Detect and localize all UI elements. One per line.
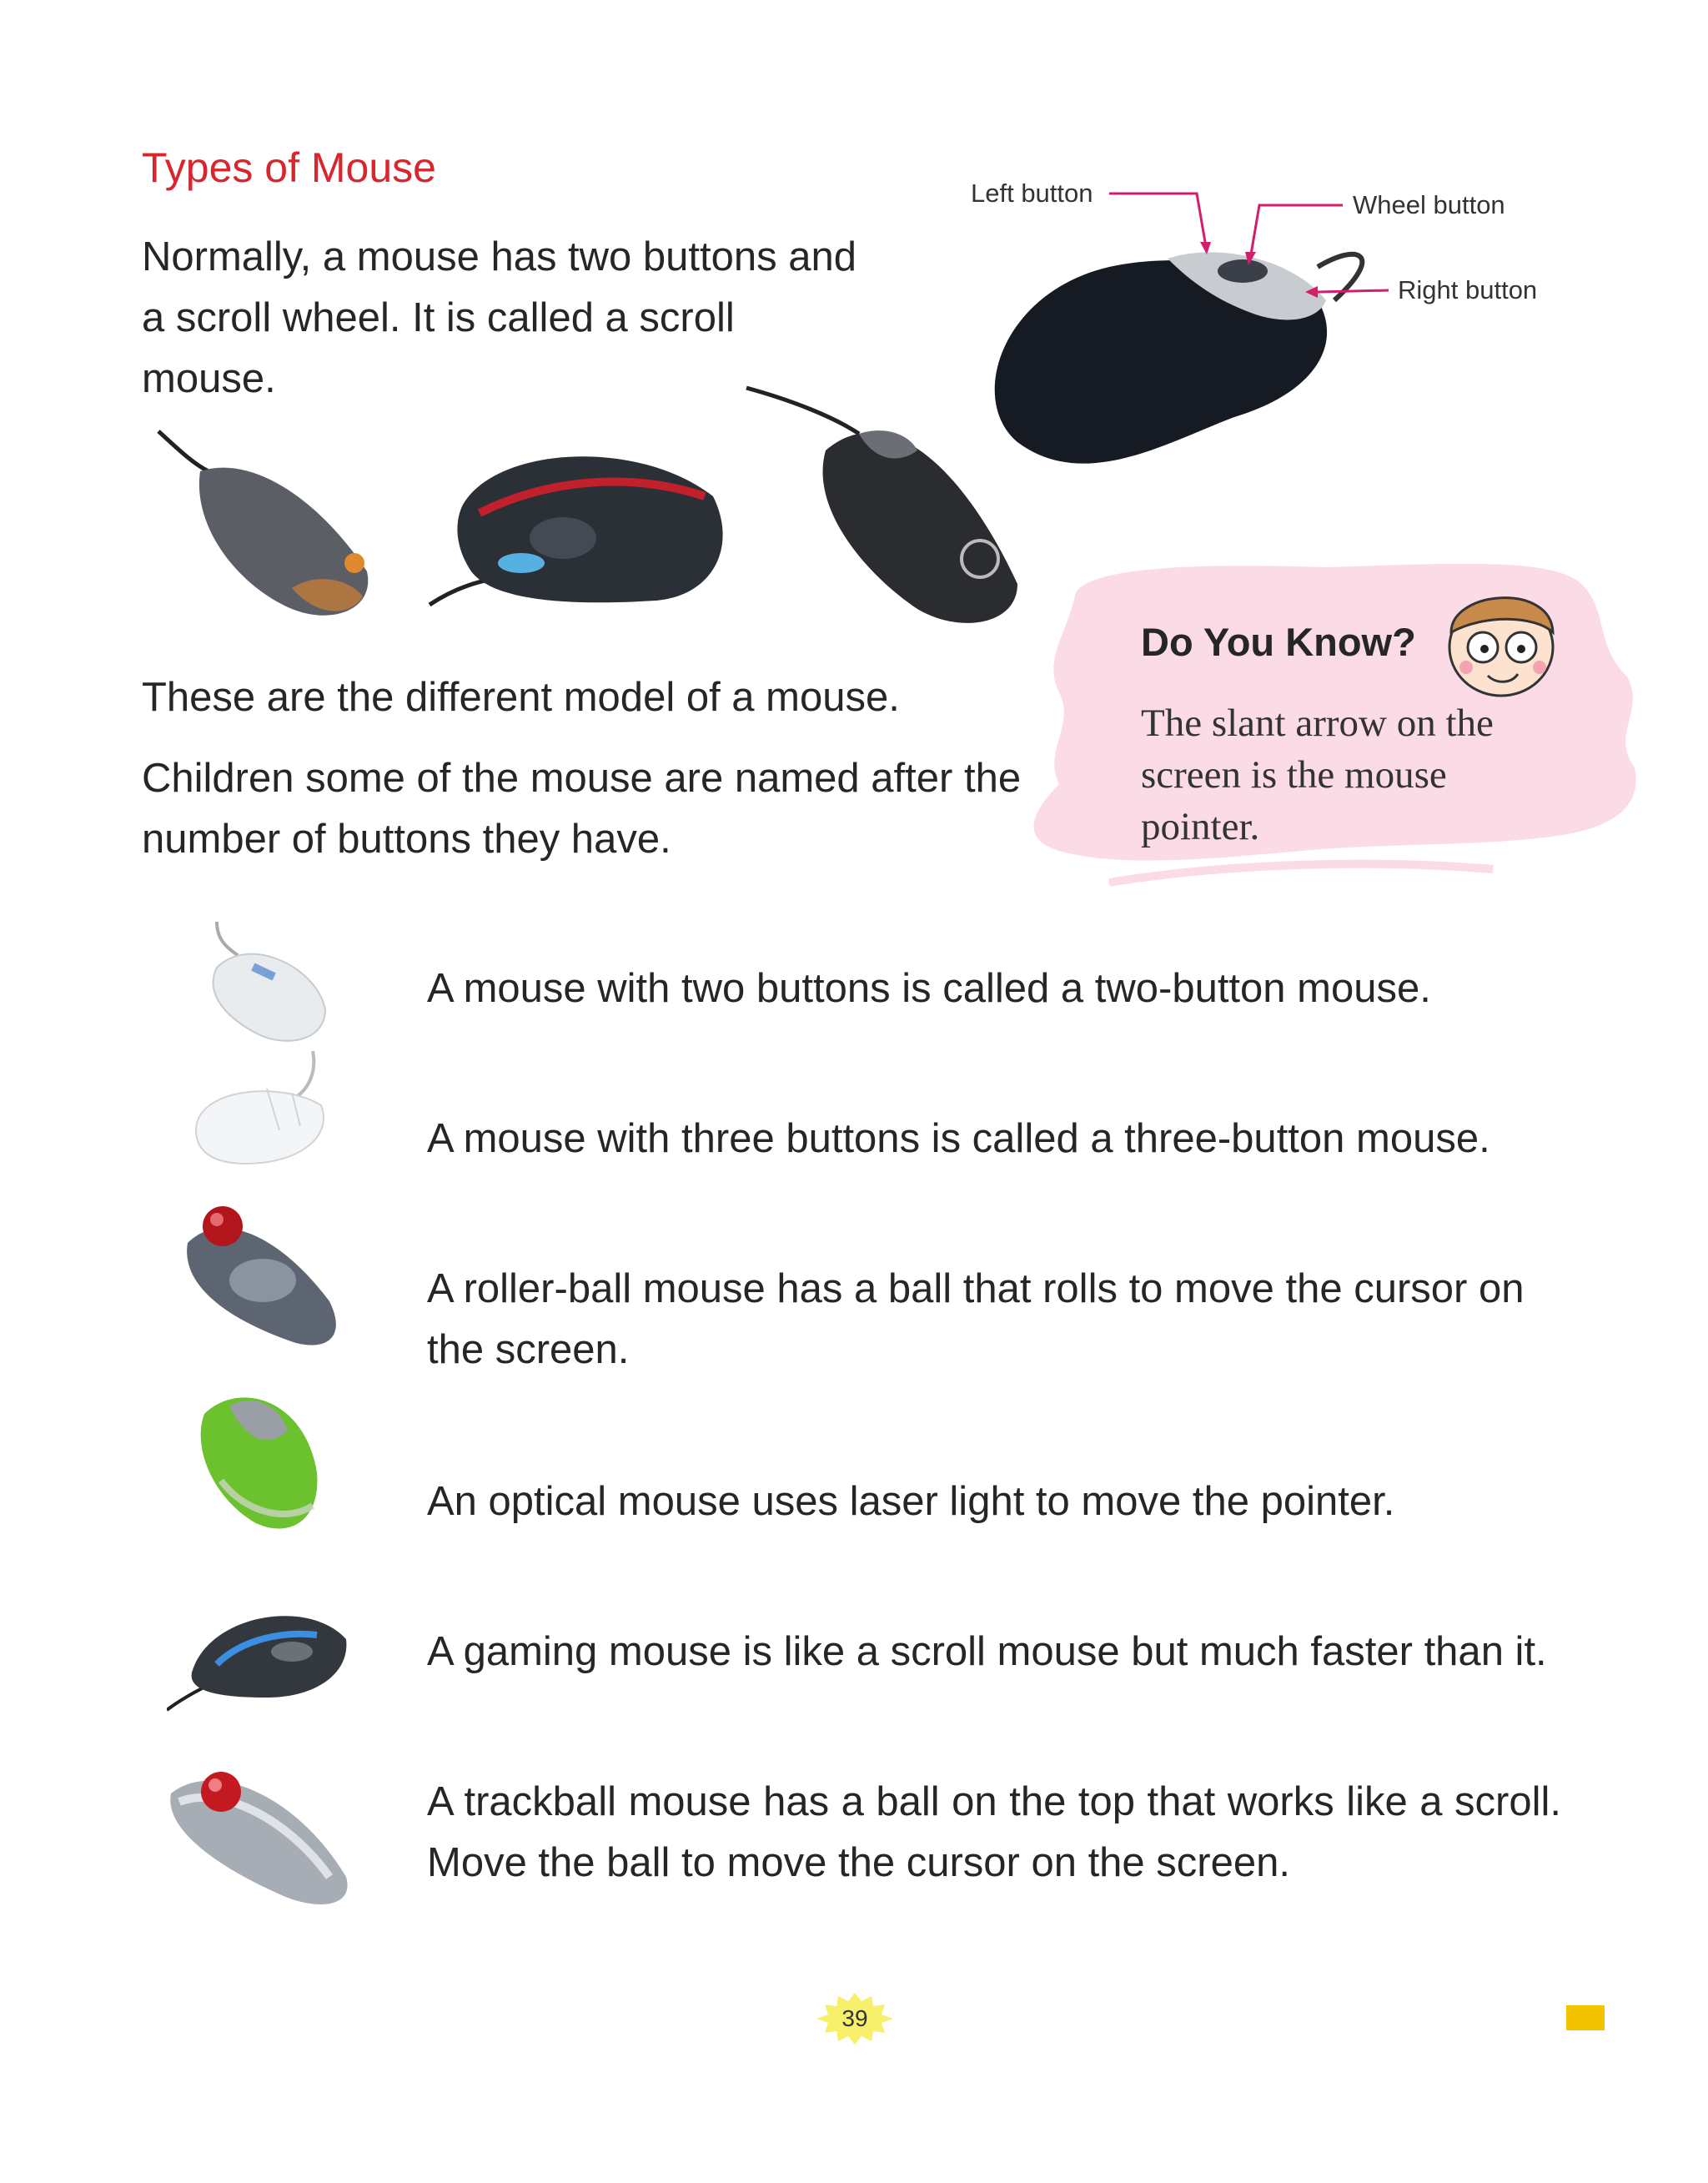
right-button-label: Right button: [1398, 275, 1538, 304]
trackball-mouse-image: [163, 1760, 354, 1910]
trackball-mouse-icon: [163, 1760, 354, 1910]
left-button-label: Left button: [971, 179, 1093, 208]
intro-paragraph: Normally, a mouse has two buttons and a scroll wheel. It is called a scroll mouse.: [142, 234, 857, 401]
gaming-mouse-icon: [167, 1589, 350, 1714]
wheel-button-label: Wheel button: [1353, 190, 1505, 219]
scroll-mouse-icon: [967, 175, 1568, 509]
list-item-optical: An optical mouse uses laser light to move the pointer.: [427, 1479, 1395, 1524]
list-item-trackball: A trackball mouse has a ball on the top that works like a scroll. Move the ball to move the cursor on the screen.: [427, 1779, 1561, 1885]
page-number: 39: [841, 2005, 868, 2031]
grey-mouse-icon: [150, 421, 384, 630]
children-paragraph: Children some of the mouse are named after the number of buttons they have.: [142, 756, 1022, 862]
boy-face-icon: [1434, 574, 1568, 707]
section-title: Types of Mouse: [142, 144, 436, 191]
three-button-mouse-image: [188, 1047, 334, 1172]
model-mouse-image-2: [421, 421, 738, 630]
gaming-mouse-large-icon: [421, 421, 738, 630]
labeled-mouse-diagram: [967, 175, 1568, 509]
three-button-mouse-icon: [188, 1047, 334, 1172]
roller-ball-mouse-icon: [171, 1201, 346, 1351]
list-item-three-button: A mouse with three buttons is called a three-button mouse.: [427, 1116, 1490, 1161]
black-optical-mouse-icon: [742, 384, 1026, 634]
models-paragraph: These are the different model of a mouse.: [142, 675, 900, 720]
model-mouse-image-3: [742, 384, 1026, 634]
list-item-two-button: A mouse with two buttons is called a two-button mouse.: [427, 966, 1431, 1011]
gaming-mouse-image: [167, 1589, 350, 1714]
two-button-mouse-image: [192, 918, 334, 1051]
optical-mouse-icon: [188, 1381, 329, 1539]
tip-title: Do You Know?: [1141, 620, 1416, 664]
list-item-gaming: A gaming mouse is like a scroll mouse but much faster than it.: [427, 1629, 1547, 1674]
list-item-roller-ball: A roller-ball mouse has a ball that rolls to move the cursor on the screen.: [427, 1266, 1525, 1372]
model-mouse-image-1: [150, 421, 384, 630]
page-corner-marker: [1566, 2005, 1605, 2030]
two-button-mouse-icon: [192, 918, 334, 1051]
roller-ball-mouse-image: [171, 1201, 346, 1351]
optical-mouse-image: [188, 1381, 329, 1539]
tip-body: The slant arrow on the screen is the mouse pointer.: [1141, 702, 1494, 848]
